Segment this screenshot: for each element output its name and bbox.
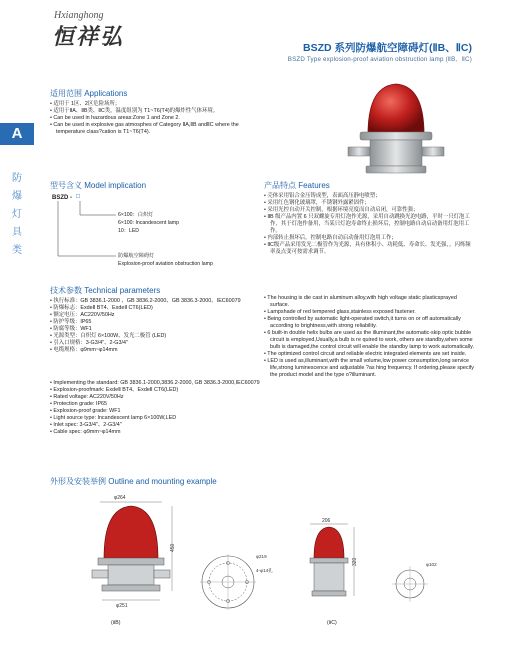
list-item: • 防爆标志：ExdeⅡ BT4、ExdeⅡ CT6(LED) — [50, 305, 260, 312]
list-item: • ⅡB 级产品内置 6 只双螺旋专用灯泡作光源，采用自动跳换光泡电路，平时一只灯泡工作，其于灯泡作备用，当某只灯泡寿命终止损坏后，控制电路自动启动备用灯泡用工作。 — [264, 214, 476, 235]
specs-heading: 技术参数 Technical parameters — [50, 286, 161, 295]
list-item: • Lampshade of red tempered glass,stainless exposed fastener. — [264, 309, 476, 316]
dim-c-base: φ102 — [426, 562, 437, 567]
applications-list — [50, 101, 250, 136]
list-item: • 内部转止损坏后，控制电路自动启动备用灯泡用工作； — [264, 235, 476, 242]
dim-hole-circle: φ219 — [256, 554, 267, 559]
model-box: □ — [76, 193, 80, 200]
outline-drawing-plan — [196, 548, 280, 620]
model-desc-group-a — [118, 211, 179, 235]
features-cn-list — [264, 193, 476, 256]
caption-iib: (ⅡB) — [111, 620, 121, 626]
dim-height: 450 — [170, 543, 176, 552]
list-item: • 防护等级：IP65 — [50, 319, 260, 326]
category-char: 类 — [12, 245, 22, 256]
features-heading: 产品特点 Features — [264, 181, 330, 190]
page-subtitle: BSZD Type explosion-proof aviation obstruction lamp (ⅡB、ⅡC) — [287, 56, 472, 63]
list-item: • Explosion-proofmark: ExdeⅡ BT4、ExdeⅡ CT6(LED) — [50, 387, 260, 394]
list-item: • The optimized control circuit and reliable electric integrated elements are set inside. — [264, 351, 476, 358]
specs-cn-list — [50, 298, 260, 354]
list-item: • LED is used as,illuminant,with the small volume,low power consumption,long service life,strong luminescence and adjustable ?as hing frequency. If ordering,please specify the product model and the type o?illuminant. — [264, 358, 476, 379]
category-char: 爆 — [12, 191, 22, 202]
section-tab: A — [0, 123, 34, 145]
caption-iic: (ⅡC) — [327, 620, 337, 626]
list-item: • 防腐等级：WF1 — [50, 326, 260, 333]
logo-script-text: Hxianghong — [54, 10, 104, 21]
list-item: • 6 built-in double helix bulbs are used as the illuminant,the automatic-skip optic bubble circuit is employed,Usually,a bulb is re quired to work, others are standby,when some bulb is damaged,the control circuit will enable the standby lamp to work automatically. — [264, 330, 476, 351]
list-item: • Can be used in explosive gas atmosphes of Category ⅡA,ⅡB andⅡC where the temperature class?cation is T1~T6(T4). — [50, 122, 250, 136]
list-item: • 执行标准：GB 3836.1-2000 、GB 3836.2-2000、GB 3836.3-2000、IEC60079 — [50, 298, 260, 305]
category-label — [6, 170, 28, 260]
list-item: • Light source type: Incandescent lamp 6×100W,LED — [50, 415, 260, 422]
list-item: • 适用于ⅡA、ⅡB类、ⅡC类，温度组别为 T1~T6(T4)的爆炸性气体环境。 — [50, 108, 250, 115]
list-item: • Being controlled by automatic light-operated switch,it turns on or off automatically according to brightness,with strong reliability. — [264, 316, 476, 330]
list-item: • ⅡC级产品采用发光二极管作为光源，具有体积小、功耗低、寿命长、发光强，，闪烁频率及点变可按需求调节。 — [264, 242, 476, 256]
list-item: • Implementing the standard: GB 3836.1-2000,3836.2-2000, GB 3836.3-2000,IEC60079 — [50, 380, 260, 387]
list-item: • Can be used in hazardous areas:Zone 1 and Zone 2. — [50, 115, 250, 122]
list-item: • 采用光控自动开关控制，根据环境亮度而自动启闭，可靠性强； — [264, 207, 476, 214]
model-desc-line: 10：LED — [118, 228, 140, 234]
model-desc-line: 6×100: Incandescent lamp — [118, 220, 179, 226]
applications-heading: 适用范围 Applications — [50, 89, 128, 98]
list-item: • 光源类型：白炽灯 6×100W、发光二极管 (LED) — [50, 333, 260, 340]
category-char: 灯 — [12, 209, 22, 220]
outline-drawing-iic-plan — [378, 556, 458, 616]
list-item: • Rated voltage: AC220V/50Hz — [50, 394, 260, 401]
outline-heading: 外形及安装举例 Outline and mounting example — [50, 477, 217, 486]
list-item: • 引入口规格：3-G3/4"、2-G3/4" — [50, 340, 260, 347]
list-item: • Protection grade: IP65 — [50, 401, 260, 408]
list-item: • 壳体采用铝合金压铸成型，表面高压静电喷塑； — [264, 193, 476, 200]
page-title: BSZD 系列防爆航空障碍灯(ⅡB、ⅡC) — [303, 42, 472, 54]
list-item: • 额定电压：AC220V/50Hz — [50, 312, 260, 319]
model-desc-line: 6×100：白炽灯 — [118, 212, 154, 218]
dim-c-width: 206 — [322, 518, 331, 524]
model-code: BSZD - — [52, 195, 72, 201]
logo-chinese: 恒祥弘 — [52, 24, 125, 50]
model-bracket-lines — [52, 200, 122, 266]
category-char: 具 — [12, 227, 22, 238]
outline-drawing-iic — [302, 518, 362, 618]
list-item: • 适用于 1区、2区危险场所； — [50, 101, 250, 108]
list-item: • Cable spec: φ9mm~φ14mm — [50, 429, 260, 436]
dim-c-height: 320 — [352, 557, 358, 566]
list-item: • Inlet spec: 3-G3/4"、2-G3/4" — [50, 422, 260, 429]
category-char: 防 — [12, 173, 22, 184]
outline-drawing-iib — [82, 490, 182, 618]
specs-en-list — [50, 380, 260, 436]
model-desc-line: 防爆航空障碍灯 — [118, 253, 155, 259]
dim-top-width: φ264 — [114, 495, 126, 501]
list-item: • Explosion-proof grade: WF1 — [50, 408, 260, 415]
model-desc-group-b — [118, 252, 213, 268]
features-en-list — [264, 295, 476, 379]
list-item: • The housing is die cast in aluminum alloy,with high voltage static plasticsprayed surface. — [264, 295, 476, 309]
list-item: • 电缆规格：φ9mm~φ14mm — [50, 347, 260, 354]
dim-holes: 4-φ14孔 — [256, 568, 273, 573]
dim-base-width: φ251 — [116, 603, 128, 609]
model-heading: 型号含义 Model implication — [50, 181, 147, 190]
model-desc-line: Explosion-proof aviation obstruction lamp — [118, 261, 213, 267]
list-item: • 采用红色钢化玻璃罩，不锈钢外露紧固件； — [264, 200, 476, 207]
lamp-photo — [310, 72, 480, 182]
